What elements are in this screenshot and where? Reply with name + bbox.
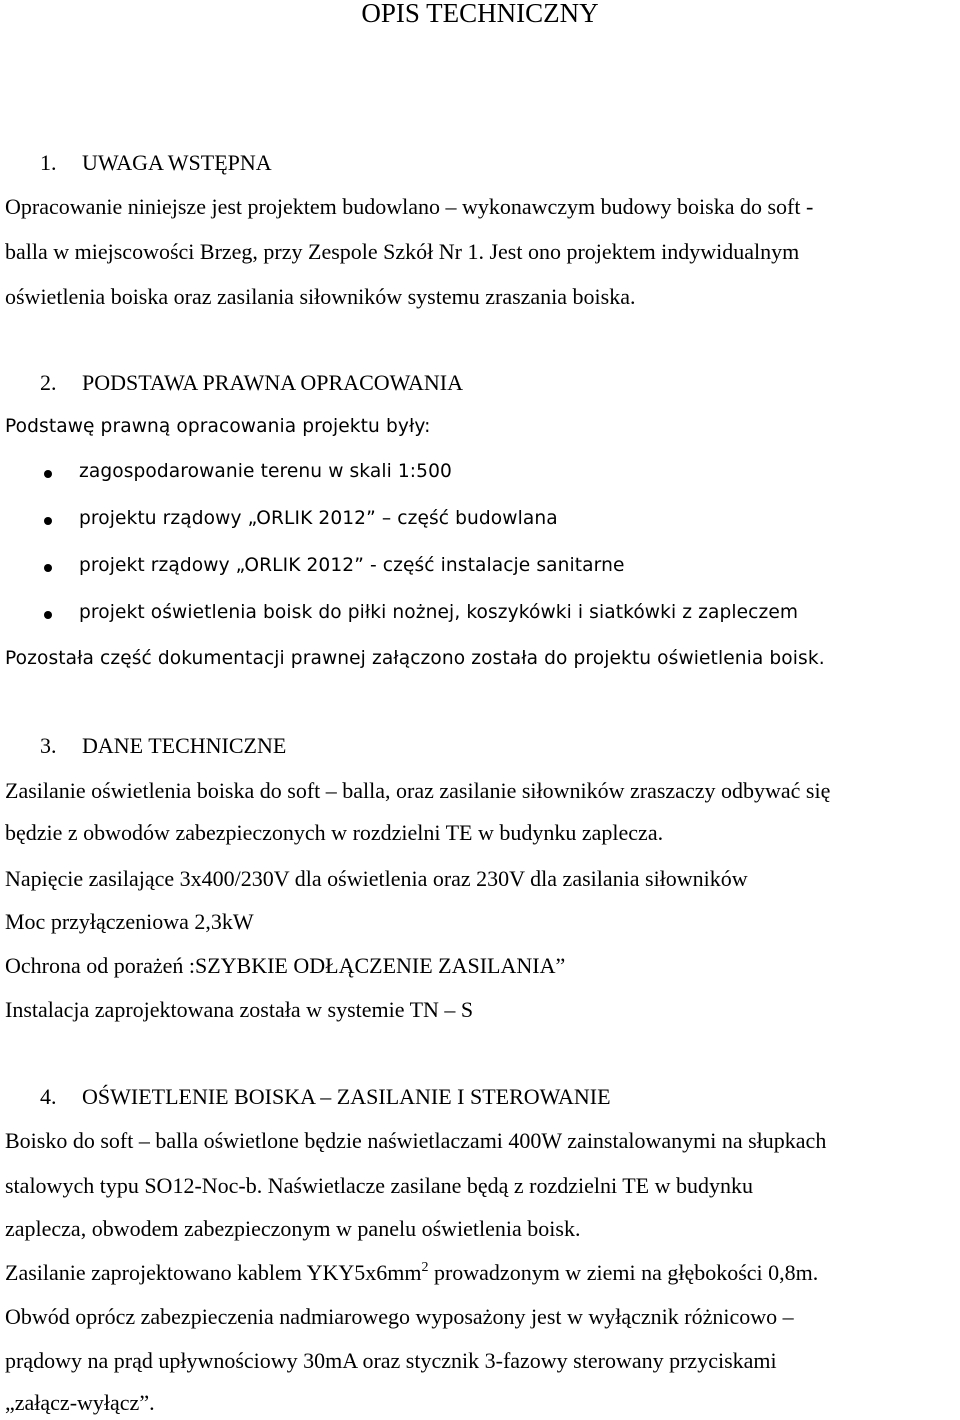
bullet-icon [44,517,52,525]
bullet-icon [44,611,52,619]
section-2-heading: PODSTAWA PRAWNA OPRACOWANIA [82,370,463,395]
section-2-number: 2. [40,370,57,395]
section-2-outro: Pozostała część dokumentacji prawnej załączono została do projektu oświetlenia boisk. [5,648,825,669]
section-3-line: Ochrona od porażeń :SZYBKIE ODŁĄCZENIE ZASILANIA” [5,953,566,978]
section-4-line: stalowych typu SO12-Noc-b. Naświetlacze zasilane będą z rozdzielni TE w budynku [5,1173,753,1198]
section-4-line: Obwód oprócz zabezpieczenia nadmiarowego wyposażony jest w wyłącznik różnicowo – [5,1304,794,1329]
section-1-line: Opracowanie niniejsze jest projektem budowlano – wykonawczym budowy boiska do soft - [5,194,814,219]
section-1-number: 1. [40,150,57,175]
list-item: zagospodarowanie terenu w skali 1:500 [79,461,452,482]
section-1-line: balla w miejscowości Brzeg, przy Zespole Szkół Nr 1. Jest ono projektem indywidualnym [5,239,800,264]
section-4-heading: OŚWIETLENIE BOISKA – ZASILANIE I STEROWANIE [82,1084,611,1109]
section-4-line: „załącz-wyłącz”. [5,1390,155,1415]
section-3-line: będzie z obwodów zabezpieczonych w rozdzielni TE w budynku zaplecza. [5,820,664,845]
section-3-line: Instalacja zaprojektowana została w systemie TN – S [5,997,474,1022]
section-3-line: Zasilanie oświetlenia boiska do soft – balla, oraz zasilanie siłowników zraszaczy odbywać się [5,778,831,803]
section-4-line: prądowy na prąd upływnościowy 30mA oraz stycznik 3-fazowy sterowany przyciskami [5,1348,777,1373]
section-4-line: zaplecza, obwodem zabezpieczonym w panelu oświetlenia boisk. [5,1216,581,1241]
list-item: projektu rządowy „ORLIK 2012” – część budowlana [79,508,558,529]
bullet-icon [44,564,52,572]
section-4-line: Boisko do soft – balla oświetlone będzie naświetlaczami 400W zainstalowanymi na słupkach [5,1128,827,1153]
document-title: OPIS TECHNICZNY [361,0,599,28]
section-2-intro: Podstawę prawną opracowania projektu były: [5,416,431,437]
bullet-icon [44,470,52,478]
cable-text: Zasilanie zaprojektowano kablem YKY5x6mm [5,1260,422,1285]
section-3-heading: DANE TECHNICZNE [82,733,287,758]
cable-text-end: prowadzonym w ziemi na głębokości 0,8m. [428,1260,819,1285]
section-3-number: 3. [40,733,57,758]
section-1-heading: UWAGA WSTĘPNA [82,150,272,175]
section-3-line: Napięcie zasilające 3x400/230V dla oświetlenia oraz 230V dla zasilania siłowników [5,866,748,891]
section-4-number: 4. [40,1084,57,1109]
list-item: projekt rządowy „ORLIK 2012” - część instalacje sanitarne [79,555,625,576]
section-1-line: oświetlenia boiska oraz zasilania siłowników systemu zraszania boiska. [5,284,636,309]
cable-superscript: 2 [421,1260,429,1275]
section-3-line: Moc przyłączeniowa 2,3kW [5,909,254,934]
section-4-cable-line [5,1258,818,1288]
list-item: projekt oświetlenia boisk do piłki nożnej, koszykówki i siatkówki z zapleczem [79,602,799,623]
